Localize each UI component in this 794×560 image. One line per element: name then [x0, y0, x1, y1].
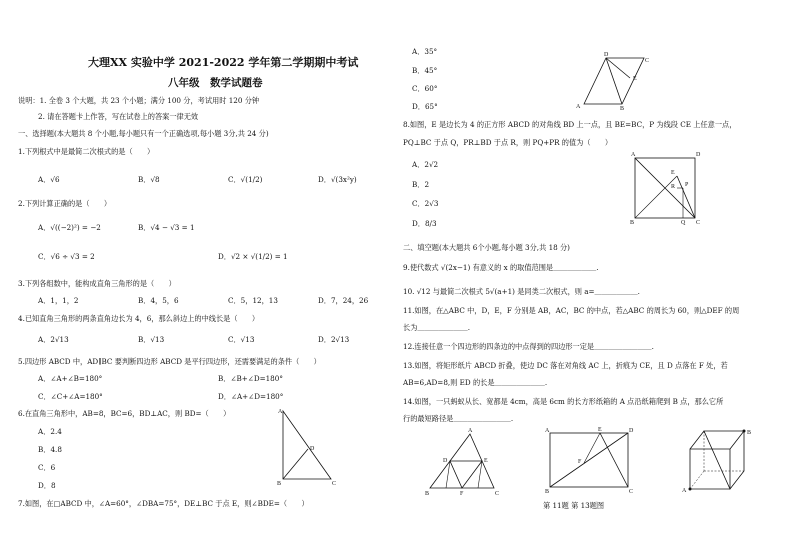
q7-option-a: A．35°: [412, 47, 438, 56]
q4-stem: 4.已知直角三角形的两条直角边长为 4，6，那么斜边上的中线长是（ ）: [18, 314, 260, 323]
q8-label-e: E: [671, 170, 675, 176]
q11-triangle-figure: [424, 428, 504, 496]
q7-option-d: D．65°: [412, 102, 438, 111]
q1-option-a: A．√6: [38, 175, 60, 184]
q6-option-a: A．2.4: [38, 427, 62, 436]
q5-option-c: C．∠C+∠A=180°: [38, 392, 103, 401]
q13-label-f: F: [578, 459, 582, 465]
q3-option-a: A．1，1，2: [38, 296, 79, 305]
q13-line-1: 13.如图，将矩形纸片 ABCD 折叠，使边 DC 落在对角线 AC 上，折痕为 CE，且 D 点落在 F 处，若: [403, 361, 728, 370]
section-1-heading: 一、选择题(本大题共 8 个小题,每小题只有一个正确选项,每小题 3分,共 24 分): [18, 129, 269, 138]
q1-option-d: D．√(3x²y): [318, 175, 357, 184]
q7-parallelogram-figure: [576, 52, 656, 112]
q8-option-a: A．2√2: [412, 160, 439, 169]
q1-option-c: C．√(1/2): [228, 175, 263, 184]
q11-label-b: B: [425, 491, 430, 497]
q8-option-d: D．8/3: [412, 219, 437, 228]
q14-box-figure: [684, 425, 754, 495]
q10-text: 10. √12 与最简二次根式 5√(a+1) 是同类二次根式，则 a=＿＿＿＿＿＿.: [403, 287, 640, 296]
q8-label-d: D: [696, 152, 701, 158]
q13-rectangle-figure: [544, 427, 634, 493]
q11-label-c: C: [495, 491, 500, 497]
exam-title: 大理XX 实验中学 2021-2022 学年第二学期期中考试: [88, 56, 359, 69]
q6-label-a: A: [278, 409, 283, 415]
instruction-line-1: 说明：1. 全卷 3 个大题，共 23 个小题；满分 100 分，考试用时 120 分钟: [18, 96, 260, 105]
q8-label-a: A: [631, 152, 636, 158]
q14-label-a: A: [682, 488, 687, 494]
q14-label-b: B: [747, 430, 752, 436]
q13-label-b: B: [545, 489, 550, 495]
q8-square-figure: [629, 152, 701, 224]
q11-label-f: F: [460, 491, 464, 497]
q7-label-d: D: [604, 52, 609, 58]
q8-stem-line-2: PQ⊥BC 于点 Q，PR⊥BD 于点 R，则 PQ+PR 的值为（ ）: [403, 138, 613, 147]
q5-stem: 5.四边形 ABCD 中，AD∥BC 要判断四边形 ABCD 是平行四边形，还需要满足的条件（ ）: [18, 357, 321, 366]
q11-line-2: 长为＿＿＿＿＿＿＿.: [403, 323, 470, 332]
q6-label-b: B: [277, 481, 282, 487]
q9-text: 9.使代数式 √(2x−1) 有意义的 x 的取值范围是＿＿＿＿＿＿.: [403, 263, 599, 272]
q8-label-b: B: [630, 220, 635, 226]
q5-option-b: B．∠B+∠D=180°: [218, 374, 283, 383]
q5-option-a: A．∠A+∠B=180°: [38, 374, 103, 383]
q13-label-e: E: [598, 427, 602, 433]
q5-option-d: D．∠A+∠D=180°: [218, 392, 284, 401]
q7-option-c: C．60°: [412, 84, 438, 93]
q13-label-c: C: [629, 489, 634, 495]
q8-option-c: C．2√3: [412, 199, 439, 208]
q2-option-a: A．√((−2)²) = −2: [38, 223, 101, 232]
q4-option-a: A．2√13: [38, 335, 69, 344]
q13-label-d: D: [629, 428, 634, 434]
q11-label-e: E: [484, 458, 488, 464]
q4-option-b: B．√13: [138, 335, 165, 344]
q8-option-b: B．2: [412, 180, 430, 189]
q3-option-c: C．5，12，13: [228, 296, 278, 305]
q8-label-c: C: [696, 220, 701, 226]
q11-label-a: A: [468, 428, 473, 434]
section-2-heading: 二、填空题(本大题共 6个小题,每小题 3分,共 18 分): [403, 243, 570, 252]
q8-label-q: Q: [681, 220, 686, 226]
q8-label-r: R: [671, 184, 676, 190]
q7-label-a: A: [576, 104, 581, 110]
q13-line-2: AB=6,AD=8,则 ED 的长是＿＿＿＿＿＿＿.: [403, 378, 548, 387]
q3-stem: 3.下列各组数中，能构成直角三角形的是（ ）: [18, 279, 176, 288]
q6-label-c: C: [332, 481, 337, 487]
q2-stem: 2.下列计算正确的是（ ）: [18, 199, 112, 208]
q8-label-p: P: [685, 182, 689, 188]
q7-stem: 7.如图，在□ABCD 中，∠A=60°，∠DBA=75°，DE⊥BC 于点 E，则∠BDE=（ ）: [18, 499, 309, 508]
q6-option-d: D．8: [38, 481, 56, 490]
q14-line-2: 行的最短路径是＿＿＿＿＿＿＿＿.: [403, 414, 514, 423]
q13-label-a: A: [545, 428, 550, 434]
q1-stem: 1.下列根式中是最简二次根式的是（ ）: [18, 147, 155, 156]
q2-option-c: C．√6 ÷ √3 = 2: [38, 252, 95, 261]
q6-option-c: C．6: [38, 463, 56, 472]
q6-stem: 6.在直角三角形中，AB=8，BC=6，BD⊥AC，则 BD=（ ）: [18, 409, 231, 418]
q12-text: 12.连接任意一个四边形的四条边的中点得到的四边形一定是＿＿＿＿＿＿＿＿.: [403, 342, 654, 351]
q7-label-c: C: [645, 58, 650, 64]
q11-line-1: 11.如图，在△ABC 中，D，E，F 分别是 AB，AC，BC 的中点，若△ABC 的周长为 60，则△DEF 的周: [403, 306, 740, 315]
q7-label-e: E: [633, 76, 637, 82]
q6-option-b: B．4.8: [38, 445, 62, 454]
q6-label-d: D: [310, 446, 315, 452]
q4-option-c: C．√13: [228, 335, 255, 344]
instruction-line-2: 2. 请在答题卡上作答，写在试卷上的答案一律无效: [38, 112, 199, 121]
q14-line-1: 14.如图，一只蚂蚁从长、宽都是 4cm，高是 6cm 的长方形纸箱的 A 点沿纸箱爬到 B 点，那么它所: [403, 397, 724, 406]
figure-caption: 第 11题 第 13题图: [543, 501, 605, 510]
q7-label-b: B: [620, 106, 625, 112]
q4-option-d: D．2√13: [318, 335, 350, 344]
q2-option-d: D．√2 × √(1/2) = 1: [218, 252, 288, 261]
q3-option-b: B．4，5，6: [138, 296, 179, 305]
q2-option-b: B．√4 − √3 = 1: [138, 223, 195, 232]
q1-option-b: B．√8: [138, 175, 160, 184]
q3-option-d: D．7，24，26: [318, 296, 369, 305]
q8-stem-line-1: 8.如图，E 是边长为 4 的正方形 ABCD 的对角线 BD 上一点，且 BE=BC，P 为线段 CE 上任意一点，: [403, 120, 737, 129]
q6-right-triangle-figure: [278, 407, 338, 485]
exam-subtitle: 八年级 数学试题卷: [168, 77, 263, 89]
q7-option-b: B．45°: [412, 66, 438, 75]
q11-label-d: D: [443, 458, 448, 464]
